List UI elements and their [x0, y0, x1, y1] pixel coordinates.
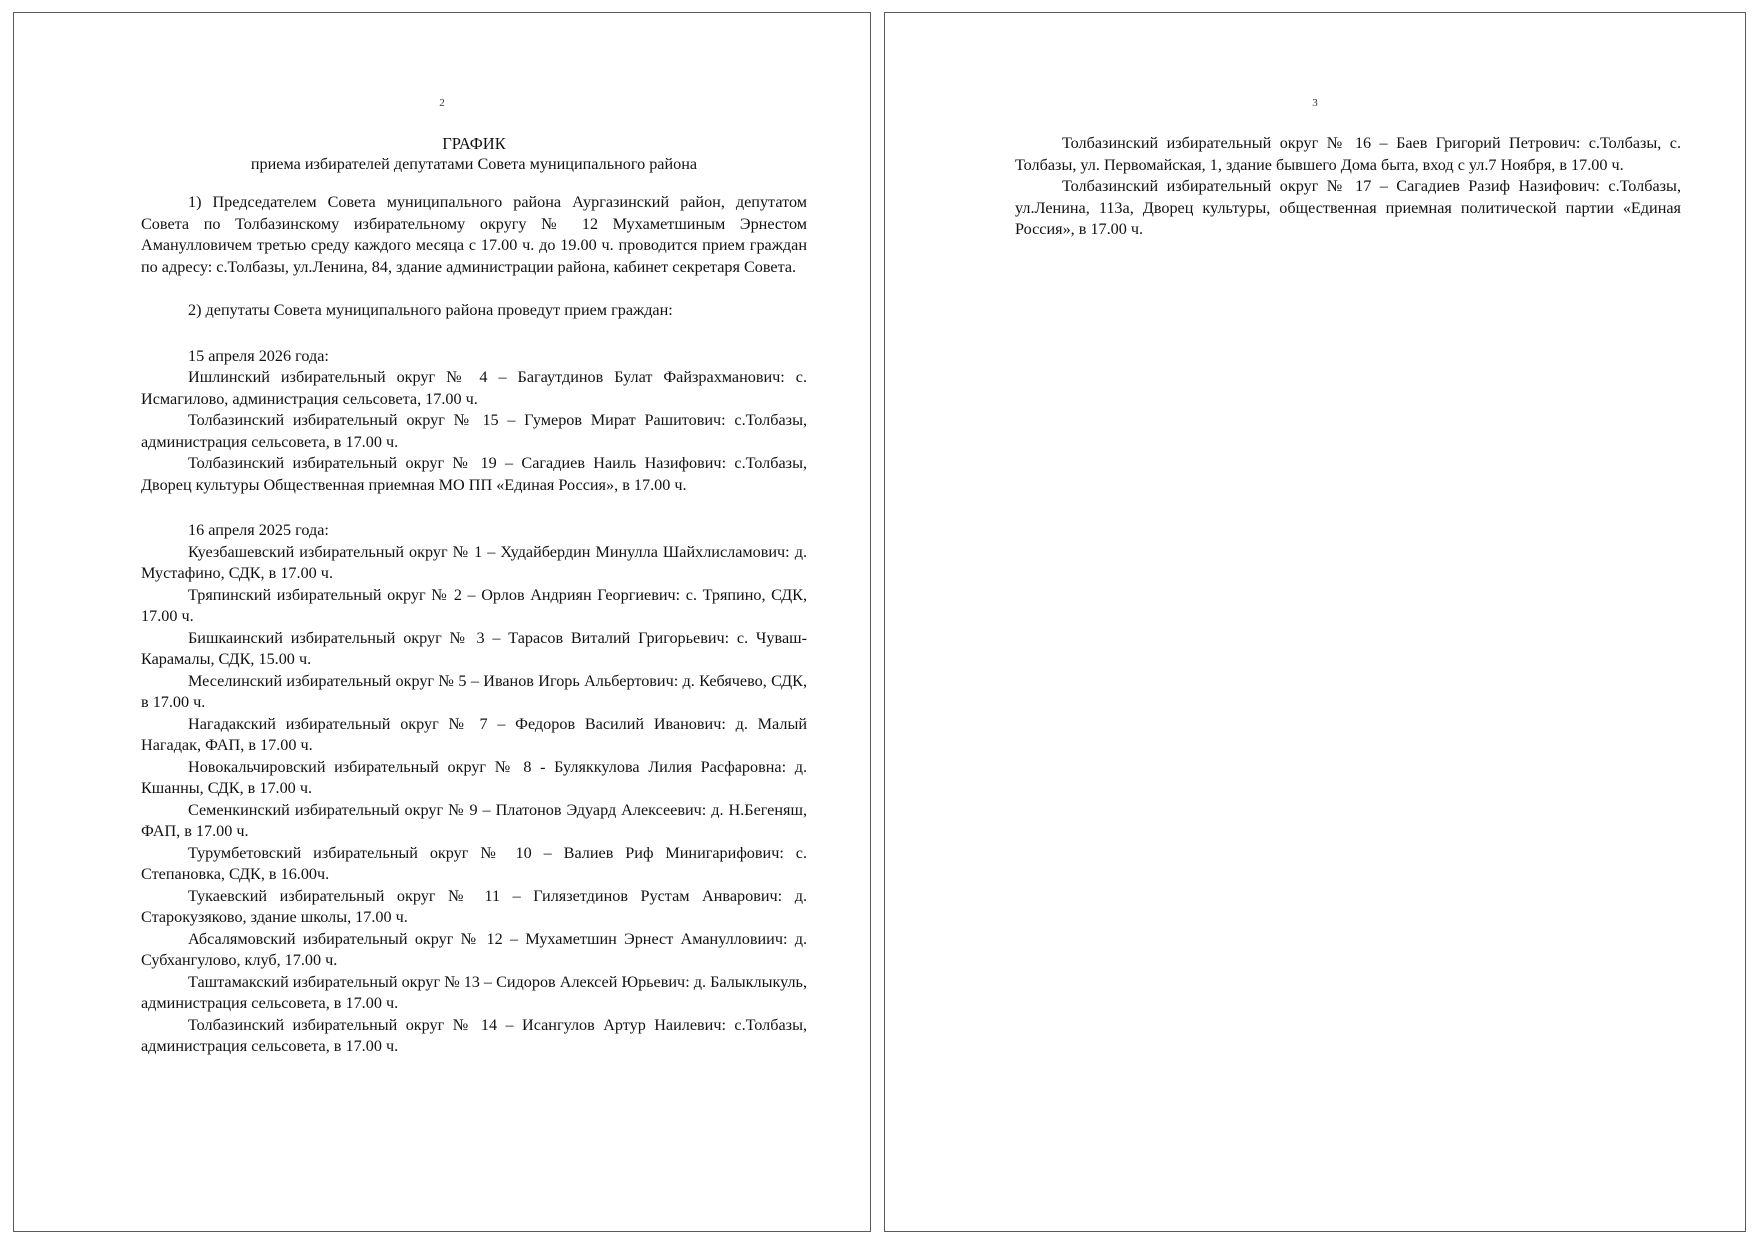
schedule-entry: Нагадакский избирательный округ № 7 – Федоров Василий Иванович: д. Малый Нагадак, ФАП, в 17.00 ч. [141, 714, 807, 754]
document-page-right [884, 12, 1746, 1232]
document-page-left [13, 12, 871, 1232]
schedule-entry: Тряпинский избирательный округ № 2 – Орлов Андриян Георгиевич: с. Тряпино, СДК, 17.00 ч. [141, 585, 807, 625]
schedule-entry: Куезбашевский избирательный округ № 1 – Худайбердин Минулла Шайхлисламович: д. Мустафино, СДК, в 17.00 ч. [141, 542, 807, 582]
schedule-entry: Таштамакский избирательный округ № 13 – Сидоров Алексей Юрьевич: д. Балыклыкуль, администрация сельсовета, в 17.00 ч. [141, 972, 807, 1012]
document-subtitle: приема избирателей депутатами Совета муниципального района [250, 155, 698, 173]
schedule-entry: Абсалямовский избирательный округ № 12 – Мухаметшин Эрнест Аманулловиич: д. Субхангулово, клуб, 17.00 ч. [141, 929, 807, 969]
schedule-entry: Ишлинский избирательный округ № 4 – Багаутдинов Булат Файзрахманович: с. Исмагилово, администрация сельсовета, 17.00 ч. [141, 368, 807, 408]
schedule-entry: Толбазинский избирательный округ № 16 – Баев Григорий Петрович: с.Толбазы, с. Толбазы, ул. Первомайская, 1, здание бывшего Дома быта, вход с ул.7 Ноября, в 17.00 ч. [1015, 134, 1681, 174]
page-content [1015, 133, 1681, 241]
schedule-entry: Бишкаинский избирательный округ № 3 – Тарасов Виталий Григорьевич: с. Чуваш-Карамалы, СДК, 15.00 ч. [141, 628, 807, 668]
date-heading: 16 апреля 2025 года: [188, 521, 329, 539]
schedule-entry: Тукаевский избирательный округ № 11 – Гилязетдинов Рустам Анварович: д. Старокузяково, здание школы, 17.00 ч. [141, 886, 807, 926]
date-heading: 15 апреля 2026 года: [188, 346, 329, 365]
page-number: 3 [1312, 97, 1318, 109]
schedule-entry: Толбазинский избирательный округ № 15 – Гумеров Мират Рашитович: с.Толбазы, администрация сельсовета, в 17.00 ч. [141, 411, 807, 451]
schedule-entry: Толбазинский избирательный округ № 14 – Исангулов Артур Наилевич: с.Толбазы, администрация сельсовета, в 17.00 ч. [141, 1015, 807, 1055]
schedule-entry: Толбазинский избирательный округ № 17 – Сагадиев Разиф Назифович: с.Толбазы, ул.Ленина, 113а, Дворец культуры, общественная приемная политической партии «Единая Россия», в 17.00 ч. [1015, 177, 1681, 238]
schedule-entry: Турумбетовский избирательный округ № 10 – Валиев Риф Минигарифович: с. Степановка, СДК, в 16.00ч. [141, 843, 807, 883]
paragraph-deputies: 2) депутаты Совета муниципального района проведут прием граждан: [188, 301, 673, 319]
page-content [141, 133, 807, 1058]
paragraph-chairman: 1) Председателем Совета муниципального района Аургазинский район, депутатом Совета по Толбазинскому избирательному округу № 12 Мухаметшиным Эрнестом Аманулловичем третью среду каждого месяца с 17.00 ч. до 19.00 ч. проводится прием граждан по адресу: с.Толбазы, ул.Ленина, 84, здание администрации района, кабинет секретаря Совета. [141, 193, 807, 276]
schedule-entry: Толбазинский избирательный округ № 19 – Сагадиев Наиль Назифович: с.Толбазы, Дворец культуры Общественная приемная МО ПП «Единая Россия», в 17.00 ч. [141, 454, 807, 494]
schedule-entry: Семенкинский избирательный округ № 9 – Платонов Эдуард Алексеевич: д. Н.Бегеняш, ФАП, в 17.00 ч. [141, 800, 807, 840]
schedule-entry: Меселинский избирательный округ № 5 – Иванов Игорь Альбертович: д. Кебячево, СДК, в 17.00 ч. [141, 671, 807, 711]
schedule-entry: Новокальчировский избирательный округ № 8 - Буляккулова Лилия Расфаровна: д. Кшанны, СДК, в 17.00 ч. [141, 757, 807, 797]
page-number: 2 [439, 97, 445, 109]
document-title: ГРАФИК [442, 134, 506, 153]
